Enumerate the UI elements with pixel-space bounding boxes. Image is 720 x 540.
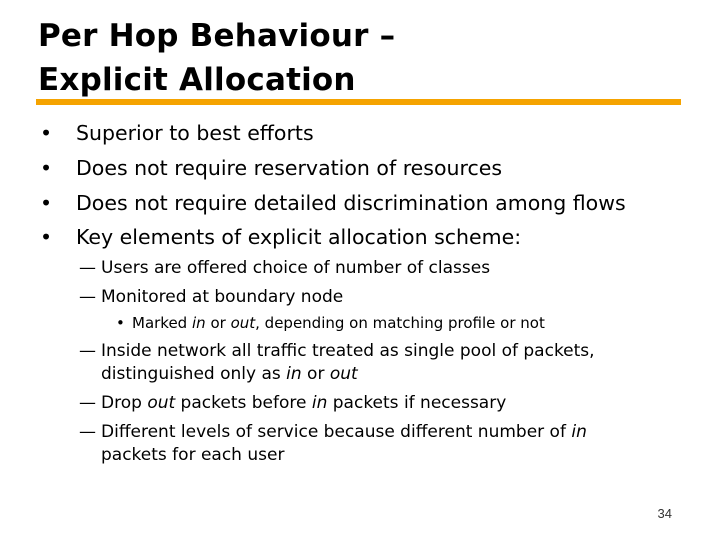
dash-marker: — bbox=[79, 422, 96, 442]
marked-text-b: or bbox=[205, 314, 231, 332]
bullet-dot: • bbox=[40, 156, 53, 180]
dash-marker: — bbox=[79, 393, 96, 413]
drop-out-italic: out bbox=[147, 393, 176, 413]
bullet-text: Key elements of explicit allocation scheme: bbox=[76, 225, 522, 249]
marked-out-italic: out bbox=[230, 314, 256, 332]
title-line-2: Explicit Allocation bbox=[38, 62, 356, 98]
bullet-dot: • bbox=[40, 121, 53, 145]
sub-item-monitored bbox=[79, 286, 343, 309]
sub-item-inside-network bbox=[79, 340, 595, 384]
bullet-text: Does not require detailed discrimination among flows bbox=[76, 191, 626, 215]
drop-text-c: packets if necessary bbox=[327, 393, 507, 413]
drop-in-italic: in bbox=[311, 393, 328, 413]
sub-item-users-offered bbox=[79, 257, 490, 280]
sub-item-text: Users are offered choice of number of classes bbox=[101, 258, 491, 278]
sub-item-drop bbox=[79, 392, 506, 415]
bullet-dot: • bbox=[116, 314, 125, 332]
levels-in-italic: in bbox=[571, 422, 587, 442]
title-line-1: Per Hop Behaviour – bbox=[38, 18, 396, 54]
marked-in-italic: in bbox=[191, 314, 206, 332]
bullet-text: Superior to best efforts bbox=[76, 121, 314, 145]
sub-sub-item-marked bbox=[116, 313, 545, 333]
slide-title bbox=[38, 14, 395, 102]
marked-text-c: , depending on matching profile or not bbox=[255, 314, 545, 332]
dash-marker: — bbox=[79, 341, 96, 361]
page-number: 34 bbox=[657, 506, 672, 521]
inside-line-1: Inside network all traffic treated as single pool of packets, bbox=[101, 341, 595, 361]
drop-text-b: packets before bbox=[175, 393, 312, 413]
bullet-dot: • bbox=[40, 225, 53, 249]
drop-text-a: Drop bbox=[101, 393, 148, 413]
bullet-dot: • bbox=[40, 191, 53, 215]
sub-item-different-levels bbox=[79, 421, 587, 465]
inside-in-italic: in bbox=[286, 364, 302, 384]
inside-text-a: distinguished only as bbox=[101, 364, 287, 384]
title-underline-rule bbox=[36, 99, 681, 105]
levels-text-a: Different levels of service because different number of bbox=[101, 422, 572, 442]
dash-marker: — bbox=[79, 258, 96, 278]
bullet-text: Does not require reservation of resources bbox=[76, 156, 503, 180]
sub-item-text: Monitored at boundary node bbox=[101, 287, 344, 307]
dash-marker: — bbox=[79, 287, 96, 307]
levels-line-2: packets for each user bbox=[101, 445, 285, 465]
inside-line-2 bbox=[101, 363, 358, 386]
inside-text-b: or bbox=[301, 364, 330, 384]
marked-text-a: Marked bbox=[132, 314, 192, 332]
inside-out-italic: out bbox=[329, 364, 358, 384]
